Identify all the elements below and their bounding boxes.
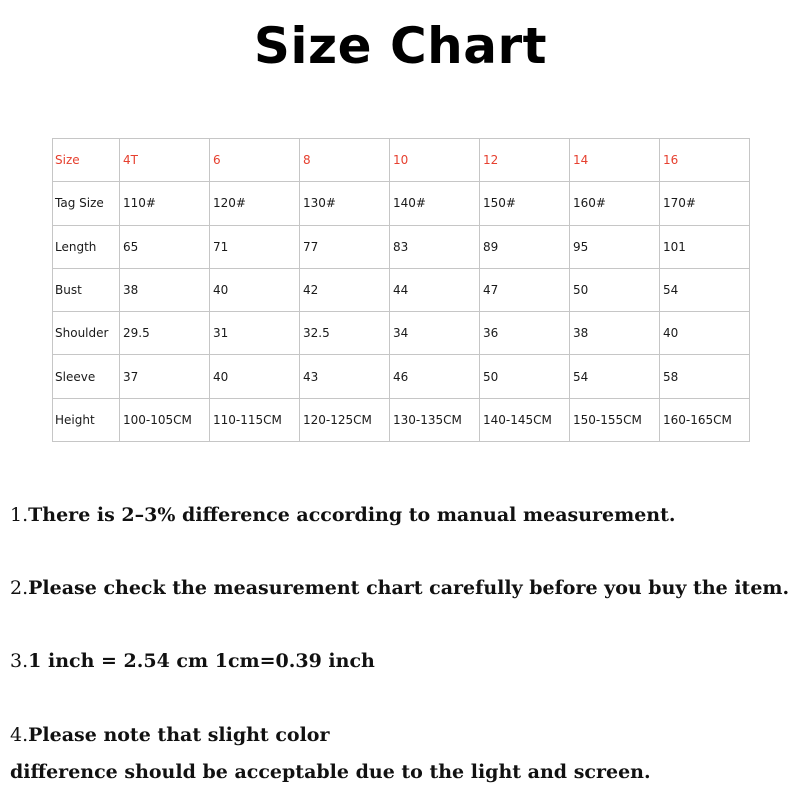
table-cell: 44 (390, 268, 480, 311)
table-cell: 150-155CM (570, 398, 660, 441)
table-cell: 83 (390, 225, 480, 268)
table-cell: 120# (210, 182, 300, 225)
note-text: There is 2–3% difference according to manual measurement. (28, 504, 676, 526)
row-label-cell: Shoulder (53, 312, 120, 355)
table-row-bust (53, 268, 750, 311)
table-cell: 140-145CM (480, 398, 570, 441)
table-header-row (53, 139, 750, 182)
table-cell: 120-125CM (300, 398, 390, 441)
table-cell: 54 (570, 355, 660, 398)
note-text: 1 inch = 2.54 cm 1cm=0.39 inch (28, 650, 375, 672)
table-cell: 89 (480, 225, 570, 268)
header-size-cell: 16 (660, 139, 750, 182)
table-cell: 77 (300, 225, 390, 268)
table-cell: 34 (390, 312, 480, 355)
note-4 (10, 722, 329, 748)
table-cell: 50 (570, 268, 660, 311)
row-label-cell: Length (53, 225, 120, 268)
note-3 (10, 648, 375, 674)
note-1 (10, 502, 676, 528)
table-cell: 95 (570, 225, 660, 268)
header-size-cell: 8 (300, 139, 390, 182)
table-cell: 101 (660, 225, 750, 268)
size-table (52, 138, 750, 442)
table-cell: 110# (120, 182, 210, 225)
table-cell: 130-135CM (390, 398, 480, 441)
row-label-cell: Bust (53, 268, 120, 311)
table-cell: 40 (210, 268, 300, 311)
table-cell: 71 (210, 225, 300, 268)
table-cell: 29.5 (120, 312, 210, 355)
table-cell: 37 (120, 355, 210, 398)
table-cell: 130# (300, 182, 390, 225)
table-cell: 31 (210, 312, 300, 355)
table-cell: 54 (660, 268, 750, 311)
table-cell: 47 (480, 268, 570, 311)
table-cell: 140# (390, 182, 480, 225)
table-cell: 150# (480, 182, 570, 225)
table-row-tag-size (53, 182, 750, 225)
table-cell: 110-115CM (210, 398, 300, 441)
header-size-cell: 10 (390, 139, 480, 182)
header-label-cell: Size (53, 139, 120, 182)
header-size-cell: 4T (120, 139, 210, 182)
table-cell: 43 (300, 355, 390, 398)
table-cell: 160# (570, 182, 660, 225)
note-number: 4. (10, 724, 29, 746)
table-cell: 46 (390, 355, 480, 398)
row-label-cell: Height (53, 398, 120, 441)
page-title: Size Chart (253, 17, 548, 75)
table-cell: 170# (660, 182, 750, 225)
table-row-height (53, 398, 750, 441)
table-cell: 65 (120, 225, 210, 268)
note-4-continuation (10, 759, 651, 785)
header-size-cell: 14 (570, 139, 660, 182)
note-number: 1. (10, 504, 29, 526)
table-row-shoulder (53, 312, 750, 355)
note-number: 3. (10, 650, 29, 672)
table-cell: 58 (660, 355, 750, 398)
table-cell: 160-165CM (660, 398, 750, 441)
header-size-cell: 6 (210, 139, 300, 182)
row-label-cell: Tag Size (53, 182, 120, 225)
note-text: Please note that slight color (28, 724, 330, 746)
table-cell: 38 (120, 268, 210, 311)
table-cell: 36 (480, 312, 570, 355)
table-row-length (53, 225, 750, 268)
table-cell: 40 (210, 355, 300, 398)
row-label-cell: Sleeve (53, 355, 120, 398)
table-cell: 40 (660, 312, 750, 355)
note-text: Please check the measurement chart carefully before you buy the item. (28, 577, 790, 599)
table-cell: 100-105CM (120, 398, 210, 441)
table-row-sleeve (53, 355, 750, 398)
table-cell: 42 (300, 268, 390, 311)
header-size-cell: 12 (480, 139, 570, 182)
note-2 (10, 575, 789, 601)
table-cell: 38 (570, 312, 660, 355)
note-text: difference should be acceptable due to the light and screen. (10, 761, 651, 783)
table-cell: 50 (480, 355, 570, 398)
table-cell: 32.5 (300, 312, 390, 355)
note-number: 2. (10, 577, 29, 599)
